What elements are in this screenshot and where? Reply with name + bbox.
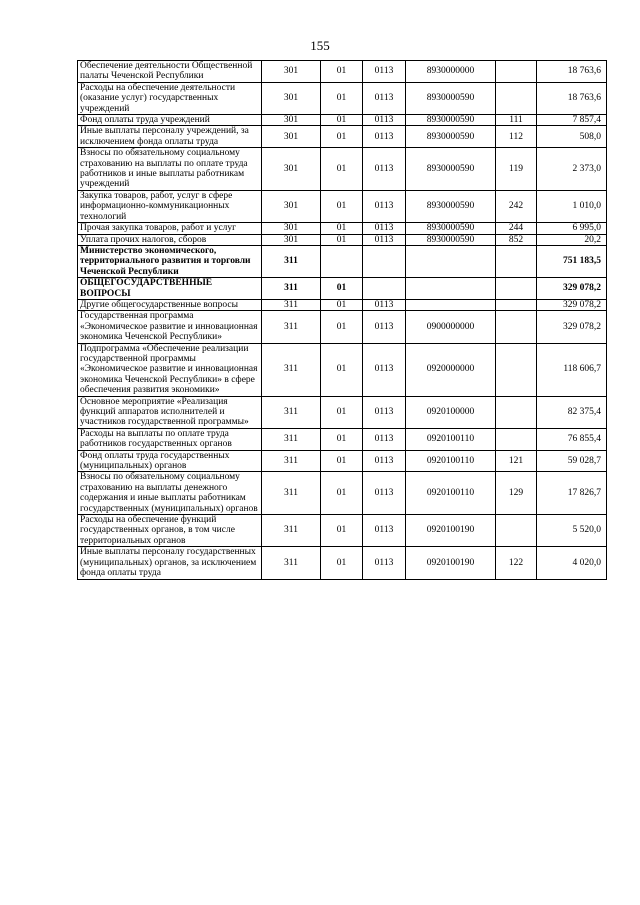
row-expense-type-code bbox=[496, 343, 537, 396]
row-subsection-code: 0113 bbox=[363, 115, 406, 126]
row-expense-type-code: 121 bbox=[496, 450, 537, 472]
row-name: Расходы на обеспечение деятельности (оказание услуг) государственных учреждений bbox=[78, 82, 262, 114]
row-target-article-code: 8930000590 bbox=[406, 148, 496, 191]
row-target-article-code bbox=[406, 299, 496, 310]
row-subsection-code: 0113 bbox=[363, 343, 406, 396]
row-subsection-code: 0113 bbox=[363, 234, 406, 245]
row-grbs-code: 311 bbox=[262, 472, 321, 515]
table-row bbox=[78, 343, 607, 396]
row-name: Расходы на обеспечение функций государственных органов, в том числе территориальных органов bbox=[78, 515, 262, 547]
row-grbs-code: 311 bbox=[262, 428, 321, 450]
row-amount: 329 078,2 bbox=[537, 278, 607, 300]
row-grbs-code: 311 bbox=[262, 547, 321, 579]
row-target-article-code: 0920100000 bbox=[406, 396, 496, 428]
row-section-code: 01 bbox=[321, 472, 363, 515]
table-row bbox=[78, 245, 607, 277]
row-target-article-code: 8930000000 bbox=[406, 61, 496, 83]
row-grbs-code: 301 bbox=[262, 115, 321, 126]
row-grbs-code: 311 bbox=[262, 278, 321, 300]
table-row bbox=[78, 190, 607, 222]
row-section-code: 01 bbox=[321, 299, 363, 310]
row-expense-type-code bbox=[496, 299, 537, 310]
table-row bbox=[78, 61, 607, 83]
table-row bbox=[78, 223, 607, 234]
row-subsection-code: 0113 bbox=[363, 126, 406, 148]
page-number: 155 bbox=[310, 38, 330, 53]
row-section-code: 01 bbox=[321, 126, 363, 148]
row-target-article-code: 0920000000 bbox=[406, 343, 496, 396]
row-subsection-code: 0113 bbox=[363, 190, 406, 222]
row-section-code: 01 bbox=[321, 82, 363, 114]
row-subsection-code: 0113 bbox=[363, 428, 406, 450]
row-target-article-code: 8930000590 bbox=[406, 190, 496, 222]
row-amount: 2 373,0 bbox=[537, 148, 607, 191]
row-expense-type-code: 242 bbox=[496, 190, 537, 222]
row-amount: 329 078,2 bbox=[537, 299, 607, 310]
row-grbs-code: 311 bbox=[262, 450, 321, 472]
row-expense-type-code: 129 bbox=[496, 472, 537, 515]
row-expense-type-code bbox=[496, 311, 537, 343]
row-amount: 82 375,4 bbox=[537, 396, 607, 428]
row-target-article-code: 0920100190 bbox=[406, 547, 496, 579]
table-row bbox=[78, 450, 607, 472]
row-target-article-code: 8930000590 bbox=[406, 126, 496, 148]
row-section-code: 01 bbox=[321, 396, 363, 428]
row-subsection-code: 0113 bbox=[363, 396, 406, 428]
row-grbs-code: 311 bbox=[262, 396, 321, 428]
row-section-code: 01 bbox=[321, 148, 363, 191]
row-target-article-code: 8930000590 bbox=[406, 223, 496, 234]
row-subsection-code: 0113 bbox=[363, 148, 406, 191]
row-expense-type-code: 122 bbox=[496, 547, 537, 579]
row-expense-type-code bbox=[496, 428, 537, 450]
budget-table bbox=[77, 60, 607, 580]
row-name: Закупка товаров, работ, услуг в сфере информационно-коммуникационных технологий bbox=[78, 190, 262, 222]
row-grbs-code: 301 bbox=[262, 126, 321, 148]
row-target-article-code: 0920100190 bbox=[406, 515, 496, 547]
row-section-code bbox=[321, 245, 363, 277]
row-name: Прочая закупка товаров, работ и услуг bbox=[78, 223, 262, 234]
row-amount: 5 520,0 bbox=[537, 515, 607, 547]
row-expense-type-code: 112 bbox=[496, 126, 537, 148]
table-row bbox=[78, 311, 607, 343]
row-name: Фонд оплаты труда государственных (муниципальных) органов bbox=[78, 450, 262, 472]
row-amount: 751 183,5 bbox=[537, 245, 607, 277]
row-target-article-code: 8930000590 bbox=[406, 82, 496, 114]
row-section-code: 01 bbox=[321, 278, 363, 300]
row-name: Иные выплаты персоналу учреждений, за исключением фонда оплаты труда bbox=[78, 126, 262, 148]
row-section-code: 01 bbox=[321, 61, 363, 83]
row-section-code: 01 bbox=[321, 547, 363, 579]
row-amount: 59 028,7 bbox=[537, 450, 607, 472]
row-grbs-code: 301 bbox=[262, 223, 321, 234]
row-target-article-code bbox=[406, 278, 496, 300]
row-name: Взносы по обязательному социальному страхованию на выплаты по оплате труда работников и иные выплаты работникам учреждений bbox=[78, 148, 262, 191]
row-expense-type-code bbox=[496, 515, 537, 547]
table-row bbox=[78, 148, 607, 191]
row-section-code: 01 bbox=[321, 311, 363, 343]
row-name: Взносы по обязательному социальному страхованию на выплаты денежного содержания и иные выплаты работникам государственных (муниципальных) органов bbox=[78, 472, 262, 515]
row-subsection-code bbox=[363, 278, 406, 300]
row-subsection-code: 0113 bbox=[363, 311, 406, 343]
row-section-code: 01 bbox=[321, 234, 363, 245]
row-name: Уплата прочих налогов, сборов bbox=[78, 234, 262, 245]
row-section-code: 01 bbox=[321, 515, 363, 547]
table-row bbox=[78, 428, 607, 450]
table-row bbox=[78, 234, 607, 245]
row-grbs-code: 311 bbox=[262, 311, 321, 343]
row-expense-type-code bbox=[496, 245, 537, 277]
row-amount: 508,0 bbox=[537, 126, 607, 148]
row-amount: 18 763,6 bbox=[537, 61, 607, 83]
row-amount: 17 826,7 bbox=[537, 472, 607, 515]
row-target-article-code: 0920100110 bbox=[406, 428, 496, 450]
row-section-code: 01 bbox=[321, 190, 363, 222]
table-row bbox=[78, 547, 607, 579]
row-name: ОБЩЕГОСУДАРСТВЕННЫЕ ВОПРОСЫ bbox=[78, 278, 262, 300]
row-subsection-code: 0113 bbox=[363, 299, 406, 310]
row-expense-type-code bbox=[496, 396, 537, 428]
budget-table-body bbox=[78, 61, 607, 580]
row-section-code: 01 bbox=[321, 223, 363, 234]
row-amount: 4 020,0 bbox=[537, 547, 607, 579]
row-amount: 118 606,7 bbox=[537, 343, 607, 396]
row-section-code: 01 bbox=[321, 428, 363, 450]
row-amount: 76 855,4 bbox=[537, 428, 607, 450]
row-grbs-code: 301 bbox=[262, 61, 321, 83]
row-expense-type-code bbox=[496, 278, 537, 300]
row-section-code: 01 bbox=[321, 450, 363, 472]
row-target-article-code: 8930000590 bbox=[406, 234, 496, 245]
row-amount: 1 010,0 bbox=[537, 190, 607, 222]
row-name: Государственная программа «Экономическое развитие и инновационная экономика Чеченской Республики» bbox=[78, 311, 262, 343]
row-name: Основное мероприятие «Реализация функций аппаратов исполнителей и участников государственной программы» bbox=[78, 396, 262, 428]
row-name: Другие общегосударственные вопросы bbox=[78, 299, 262, 310]
row-expense-type-code: 852 bbox=[496, 234, 537, 245]
row-grbs-code: 301 bbox=[262, 190, 321, 222]
row-amount: 329 078,2 bbox=[537, 311, 607, 343]
row-amount: 6 995,0 bbox=[537, 223, 607, 234]
table-row bbox=[78, 126, 607, 148]
row-expense-type-code bbox=[496, 61, 537, 83]
row-grbs-code: 311 bbox=[262, 515, 321, 547]
row-expense-type-code: 244 bbox=[496, 223, 537, 234]
row-subsection-code: 0113 bbox=[363, 82, 406, 114]
row-name: Фонд оплаты труда учреждений bbox=[78, 115, 262, 126]
row-expense-type-code: 111 bbox=[496, 115, 537, 126]
row-target-article-code: 0920100110 bbox=[406, 472, 496, 515]
table-row bbox=[78, 299, 607, 310]
row-subsection-code: 0113 bbox=[363, 472, 406, 515]
row-target-article-code: 8930000590 bbox=[406, 115, 496, 126]
row-section-code: 01 bbox=[321, 343, 363, 396]
row-expense-type-code bbox=[496, 82, 537, 114]
row-grbs-code: 311 bbox=[262, 343, 321, 396]
row-grbs-code: 311 bbox=[262, 245, 321, 277]
row-amount: 7 857,4 bbox=[537, 115, 607, 126]
table-row bbox=[78, 472, 607, 515]
table-row bbox=[78, 82, 607, 114]
row-section-code: 01 bbox=[321, 115, 363, 126]
row-subsection-code: 0113 bbox=[363, 223, 406, 234]
row-amount: 20,2 bbox=[537, 234, 607, 245]
row-name: Обеспечение деятельности Общественной палаты Чеченской Республики bbox=[78, 61, 262, 83]
row-name: Расходы на выплаты по оплате труда работников государственных органов bbox=[78, 428, 262, 450]
table-row bbox=[78, 515, 607, 547]
row-name: Подпрограмма «Обеспечение реализации государственной программы «Экономическое развитие и инновационная экономика Чеченской Республики» в сфере обеспечения развития экономики» bbox=[78, 343, 262, 396]
row-name: Иные выплаты персоналу государственных (муниципальных) органов, за исключением фонда оплаты труда bbox=[78, 547, 262, 579]
row-grbs-code: 301 bbox=[262, 234, 321, 245]
table-row bbox=[78, 115, 607, 126]
row-subsection-code: 0113 bbox=[363, 547, 406, 579]
row-subsection-code: 0113 bbox=[363, 61, 406, 83]
row-target-article-code: 0900000000 bbox=[406, 311, 496, 343]
row-grbs-code: 311 bbox=[262, 299, 321, 310]
row-subsection-code: 0113 bbox=[363, 450, 406, 472]
table-row bbox=[78, 278, 607, 300]
row-expense-type-code: 119 bbox=[496, 148, 537, 191]
row-grbs-code: 301 bbox=[262, 148, 321, 191]
row-amount: 18 763,6 bbox=[537, 82, 607, 114]
table-row bbox=[78, 396, 607, 428]
row-grbs-code: 301 bbox=[262, 82, 321, 114]
row-target-article-code: 0920100110 bbox=[406, 450, 496, 472]
row-subsection-code: 0113 bbox=[363, 515, 406, 547]
row-subsection-code bbox=[363, 245, 406, 277]
row-name: Министерство экономического, территориального развития и торговли Чеченской Республики bbox=[78, 245, 262, 277]
row-target-article-code bbox=[406, 245, 496, 277]
